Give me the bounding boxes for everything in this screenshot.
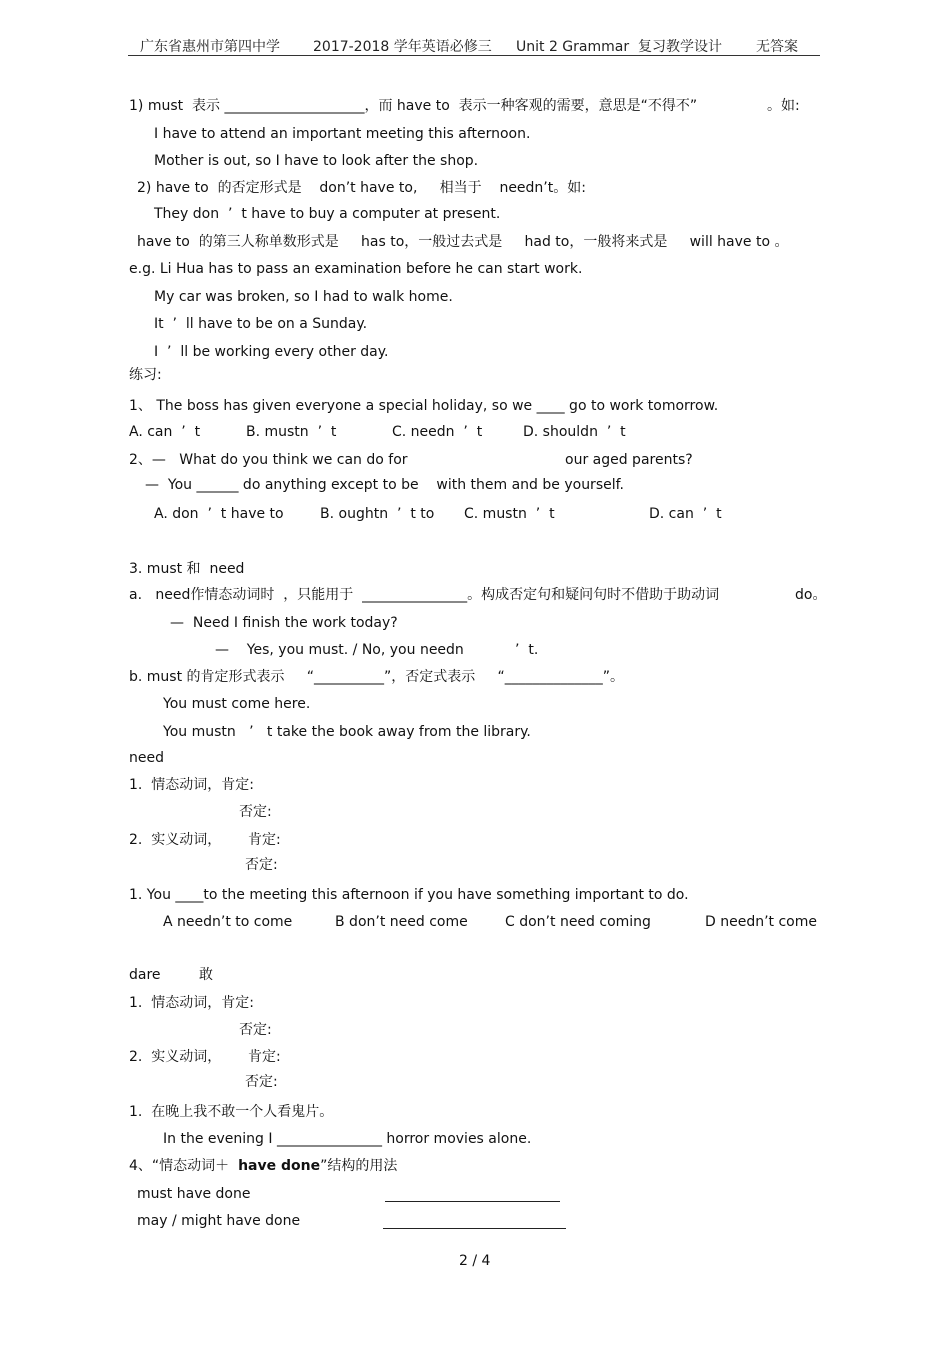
practice-title: 练习: — [129, 367, 162, 383]
need-title: need — [129, 750, 164, 766]
example-sentence: I ’ ll be working every other day. — [154, 344, 389, 360]
need-modal-rule-end: do。 — [795, 587, 827, 603]
example-sentence: You mustn ’ t take the book away from the library. — [163, 724, 531, 740]
option-d: D. shouldn ’ t — [523, 424, 626, 440]
section-3-title: 3. must 和 need — [129, 561, 245, 577]
may-have-done-label: may / might have done — [137, 1213, 301, 1229]
need-modal-rule: a. need作情态动词时 ，只能用于 _______________。构成否定句和疑问句时不借助于助动词 — [129, 587, 720, 603]
need-question: 1. You ____to the meeting this afternoon if you have something important to do. — [129, 887, 689, 903]
must-meaning-line: 1) must 表示 ____________________，而 have to 表示一种客观的需要，意思是“不得不” — [129, 98, 698, 114]
dare-verb-negative: 否定: — [245, 1074, 278, 1090]
dare-modal-positive: 1. 情态动词，肯定: — [129, 995, 254, 1011]
have-to-negative-line: 2) have to 的否定形式是 don’t have to, 相当于 needn’t。如: — [137, 180, 586, 196]
example-sentence: e.g. Li Hua has to pass an examination before he can start work. — [129, 261, 583, 277]
question-1: 1、 The boss has given everyone a special holiday, so we ____ go to work tomorrow. — [129, 398, 719, 414]
must-have-done-label: must have done — [137, 1186, 251, 1202]
need-modal-positive: 1. 情态动词，肯定: — [129, 777, 254, 793]
option-a: A needn’t to come — [163, 914, 293, 930]
question-2-response: — You ______ do anything except to be with them and be yourself. — [145, 477, 624, 493]
header-unit: Unit 2 Grammar 复习教学设计 — [516, 39, 723, 55]
option-d: D needn’t come — [705, 914, 817, 930]
option-c: C. needn ’ t — [392, 424, 483, 440]
dialogue-answer: — Yes, you must. / No, you needn — [215, 642, 464, 658]
answer-blank-line — [385, 1201, 560, 1202]
dare-question-english: In the evening I _______________ horror movies alone. — [163, 1131, 532, 1147]
example-sentence: I have to attend an important meeting this afternoon. — [154, 126, 531, 142]
section-4-title-bold: have done — [238, 1158, 321, 1174]
header-answer-note: 无答案 — [756, 39, 798, 55]
example-sentence: They don ’ t have to buy a computer at present. — [154, 206, 501, 222]
example-sentence: Mother is out, so I have to look after the shop. — [154, 153, 479, 169]
example-sentence: You must come here. — [163, 696, 311, 712]
must-meaning-line-end: 。如: — [767, 98, 800, 114]
option-c: C don’t need coming — [505, 914, 651, 930]
header-school: 广东省惠州市第四中学 — [140, 39, 280, 55]
section-4-title — [129, 1157, 397, 1175]
section-4-title-pre: 4、“情态动词＋ — [129, 1158, 239, 1174]
dare-modal-negative: 否定: — [239, 1022, 272, 1038]
must-forms-line: b. must 的肯定形式表示 “__________”，否定式表示 “______________”。 — [129, 669, 625, 685]
dare-title: dare — [129, 967, 161, 983]
dare-title-cn: 敢 — [199, 967, 213, 983]
question-2-end: our aged parents? — [565, 452, 693, 468]
need-verb-negative: 否定: — [245, 857, 278, 873]
option-a: A. can ’ t — [129, 424, 201, 440]
option-b: B. oughtn ’ t to — [320, 506, 435, 522]
header-year-course: 2017-2018 学年英语必修三 — [313, 39, 492, 55]
need-modal-negative: 否定: — [239, 804, 272, 820]
have-to-forms-line: have to 的第三人称单数形式是 has to，一般过去式是 had to，一般将来式是 will have to 。 — [137, 234, 789, 250]
example-sentence: My car was broken, so I had to walk home. — [154, 289, 453, 305]
dare-verb-positive: 2. 实义动词， 肯定: — [129, 1049, 281, 1065]
dare-question: 1. 在晚上我不敢一个人看鬼片。 — [129, 1104, 334, 1120]
header-rule — [128, 55, 820, 56]
option-b: B don’t need come — [335, 914, 468, 930]
section-4-title-post: ”结构的用法 — [320, 1158, 398, 1174]
option-a: A. don ’ t have to — [154, 506, 284, 522]
need-verb-positive: 2. 实义动词， 肯定: — [129, 832, 281, 848]
option-d: D. can ’ t — [649, 506, 722, 522]
question-2-start: 2、— What do you think we can do for — [129, 452, 408, 468]
option-b: B. mustn ’ t — [246, 424, 337, 440]
answer-blank-line — [383, 1228, 566, 1229]
option-c: C. mustn ’ t — [464, 506, 555, 522]
dialogue-question: — Need I finish the work today? — [170, 615, 398, 631]
example-sentence: It ’ ll have to be on a Sunday. — [154, 316, 368, 332]
page-number: 2 / 4 — [459, 1253, 491, 1269]
dialogue-answer-end: ’ t. — [515, 642, 539, 658]
